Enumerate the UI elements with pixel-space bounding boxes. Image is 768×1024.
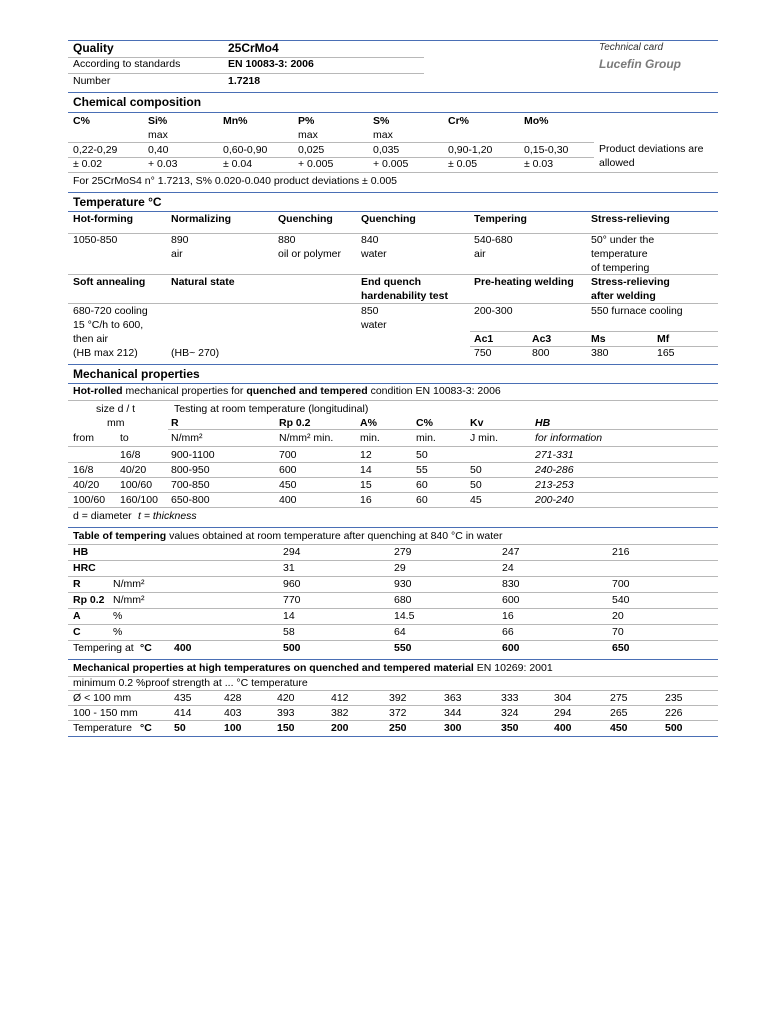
tempering-cell: 294 (283, 546, 301, 558)
mech-cell: 100/60 (120, 479, 153, 491)
diameter-note: d = diameter (73, 510, 132, 522)
high-temp-unit: °C (140, 722, 152, 734)
chem-header: Cr% (448, 115, 470, 127)
section-rule (68, 192, 718, 193)
tempering-cell: 31 (283, 562, 295, 574)
high-temp-cell: 304 (554, 692, 572, 704)
tempering-row-unit: N/mm² (113, 578, 145, 590)
temper-row-line (68, 608, 718, 609)
tempering-title-text: values obtained at room temperature after quenching at 840 °C in water (166, 530, 503, 542)
tempering-row-label: A (73, 610, 81, 622)
chem-value: 0,025 (298, 144, 325, 156)
high-temp-cell: 435 (174, 692, 192, 704)
temp-row-line (68, 274, 718, 275)
ms-header: Ms (591, 333, 606, 345)
stress-welding-header: after welding (591, 290, 656, 302)
mech-unit: J min. (470, 432, 499, 444)
temp-header: Tempering (474, 213, 527, 225)
mech-col-kv: Kv (470, 417, 484, 429)
chem-value: 0,035 (373, 144, 400, 156)
chem-value: 0,22-0,29 (73, 144, 118, 156)
quenching-medium: water (361, 248, 387, 260)
section-rule (68, 659, 718, 660)
high-temp-cell: 372 (389, 707, 407, 719)
temper-row-line (68, 624, 718, 625)
chem-deviation: + 0.005 (298, 158, 334, 170)
high-temp-cell: 420 (277, 692, 295, 704)
mech-cell: 16/8 (73, 464, 94, 476)
stress-welding-value: 550 furnace cooling (591, 305, 683, 317)
mech-cell: 16/8 (120, 449, 141, 461)
thickness-note: t = thickness (138, 510, 197, 522)
mech-cell: 60 (416, 479, 428, 491)
tempering-row-unit: N/mm² (113, 594, 145, 606)
stress-relieving-value: temperature (591, 248, 648, 260)
testing-label: Testing at room temperature (longitudinal) (174, 403, 369, 415)
mech-cell: 600 (279, 464, 297, 476)
high-temp-cell: 412 (331, 692, 349, 704)
mech-cell: 50 (470, 479, 482, 491)
mech-row-line (68, 446, 718, 447)
end-quench-medium: water (361, 319, 387, 331)
mech-cell: 45 (470, 494, 482, 506)
high-temp-cell: 428 (224, 692, 242, 704)
mech-cell: 650-800 (171, 494, 210, 506)
mech-cell: 50 (470, 464, 482, 476)
mech-cell: 50 (416, 449, 428, 461)
to-label: to (120, 432, 129, 444)
temper-row-line (68, 560, 718, 561)
mech-col-rp: Rp 0.2 (279, 417, 311, 429)
high-temp-cell: 294 (554, 707, 572, 719)
chem-deviation: ± 0.02 (73, 158, 103, 170)
tempering-at-label: Tempering at (73, 642, 134, 654)
high-temp-row-label: Ø < 100 mm (73, 692, 132, 704)
mech-row-line (68, 507, 718, 508)
pre-heating-header: Pre-heating welding (474, 276, 574, 288)
stress-relieving-value: of tempering (591, 262, 650, 274)
mech-row-line (68, 400, 718, 401)
tempering-value: 540-680 (474, 234, 513, 246)
high-temp-temperature: 400 (554, 722, 572, 734)
mech-col-r: R (171, 417, 179, 429)
tempering-cell: 700 (612, 578, 630, 590)
tempering-cell: 16 (502, 610, 514, 622)
natural-state-header: Natural state (171, 276, 235, 288)
number-value: 1.7218 (228, 75, 261, 87)
high-temp-title-text: EN 10269: 2001 (473, 662, 553, 674)
chem-value: 0,15-0,30 (524, 144, 569, 156)
end-quench-value: 850 (361, 305, 379, 317)
soft-annealing-value: 680-720 cooling (73, 305, 148, 317)
soft-annealing-value: (HB max 212) (73, 347, 138, 359)
mech-cell: 200-240 (535, 494, 574, 506)
section-rule (68, 364, 718, 365)
ac1-header: Ac1 (474, 333, 494, 345)
chem-sub: max (298, 129, 318, 141)
high-temp-temperature: 500 (665, 722, 683, 734)
high-temp-row-label: 100 - 150 mm (73, 707, 138, 719)
tempering-temp: 650 (612, 642, 630, 654)
tempering-unit: °C (140, 642, 152, 654)
mech-cell: 60 (416, 494, 428, 506)
tempering-row-label: C (73, 626, 81, 638)
temp-row-line (68, 303, 718, 304)
tempering-row-label: HRC (73, 562, 96, 574)
high-temp-cell: 363 (444, 692, 462, 704)
hot-forming-value: 1050-850 (73, 234, 118, 246)
high-temp-cell: 333 (501, 692, 519, 704)
mech-cell: 271-331 (535, 449, 574, 461)
mech-cell: 240-286 (535, 464, 574, 476)
mech-cell: 700 (279, 449, 297, 461)
tempering-cell: 770 (283, 594, 301, 606)
crit-row-line (470, 331, 718, 332)
high-temp-cell: 324 (501, 707, 519, 719)
chem-deviation: ± 0.05 (448, 158, 478, 170)
pre-heating-value: 200-300 (474, 305, 513, 317)
tempering-cell: 66 (502, 626, 514, 638)
temp-header: Normalizing (171, 213, 232, 225)
section-rule (68, 112, 718, 113)
chem-value: 0,60-0,90 (223, 144, 268, 156)
tempering-row-unit: % (113, 626, 123, 638)
tempering-row-label: R (73, 578, 81, 590)
chem-header: Mn% (223, 115, 248, 127)
product-deviation-note: Product deviations are (599, 143, 704, 155)
tempering-cell: 540 (612, 594, 630, 606)
tempering-cell: 14 (283, 610, 295, 622)
quality-value: 25CrMo4 (228, 41, 279, 55)
tempering-cell: 247 (502, 546, 520, 558)
mech-unit: N/mm² min. (279, 432, 334, 444)
chem-footnote: For 25CrMoS4 n° 1.7213, S% 0.020-0.040 product deviations ± 0.005 (73, 175, 397, 187)
high-temp-temperature: 150 (277, 722, 295, 734)
tempering-temp: 500 (283, 642, 301, 654)
mech-col-a: A% (360, 417, 377, 429)
mech-cell: 700-850 (171, 479, 210, 491)
mech-cell: 800-950 (171, 464, 210, 476)
high-row-line (68, 705, 718, 706)
mech-unit: N/mm² (171, 432, 203, 444)
mech-col-c: C% (416, 417, 433, 429)
tempering-cell: 58 (283, 626, 295, 638)
high-temp-title (73, 662, 553, 675)
high-temp-temperature: 300 (444, 722, 462, 734)
high-temp-cell: 265 (610, 707, 628, 719)
stress-welding-header: Stress-relieving (591, 276, 670, 288)
ac1-value: 750 (474, 347, 492, 359)
mech-cell: 400 (279, 494, 297, 506)
hot-rolled-text: Hot-rolled (73, 385, 123, 397)
quenching-value: 880 (278, 234, 296, 246)
company-name: Lucefin Group (599, 57, 681, 71)
mech-cell: 16 (360, 494, 372, 506)
mech-row-line (68, 492, 718, 493)
high-temp-temperature: 450 (610, 722, 628, 734)
mech-cell: 40/20 (120, 464, 147, 476)
header-row-line (68, 73, 424, 74)
tempering-cell: 930 (394, 578, 412, 590)
ac3-value: 800 (532, 347, 550, 359)
mech-cell: 450 (279, 479, 297, 491)
stress-relieving-value: 50° under the (591, 234, 655, 246)
chemical-composition-title: Chemical composition (73, 95, 202, 109)
tempering-row-unit: % (113, 610, 123, 622)
chem-value: 0,90-1,20 (448, 144, 493, 156)
quenched-tempered-text: quenched and tempered (246, 385, 368, 397)
mech-cell: 12 (360, 449, 372, 461)
mf-value: 165 (657, 347, 675, 359)
chem-deviation: ± 0.04 (223, 158, 253, 170)
temper-row-line (68, 640, 718, 641)
high-temp-temperature-label: Temperature (73, 722, 132, 734)
tempering-row-label: HB (73, 546, 89, 558)
mech-cell: 40/20 (73, 479, 100, 491)
mech-col-hb: HB (535, 417, 551, 429)
tempering-cell: 20 (612, 610, 624, 622)
mech-cell: 14 (360, 464, 372, 476)
high-row-line (68, 690, 718, 691)
tempering-cell: 29 (394, 562, 406, 574)
ms-value: 380 (591, 347, 609, 359)
mech-subtitle (73, 385, 501, 398)
from-label: from (73, 432, 94, 444)
tempering-temp: 600 (502, 642, 520, 654)
temp-header: Quenching (361, 213, 416, 225)
mech-unit: for information (535, 432, 603, 444)
high-temp-temperature: 250 (389, 722, 407, 734)
tempering-cell: 279 (394, 546, 412, 558)
mech-unit: min. (416, 432, 436, 444)
high-temp-title-bold: Mechanical properties at high temperatures on quenched and tempered material (73, 662, 474, 674)
mech-cell: 213-253 (535, 479, 574, 491)
bottom-rule (68, 736, 718, 737)
high-temp-subtitle: minimum 0.2 %proof strength at ... °C temperature (73, 677, 308, 689)
chem-value: 0,40 (148, 144, 169, 156)
high-temp-cell: 344 (444, 707, 462, 719)
mechanical-properties-title: Mechanical properties (73, 367, 200, 381)
high-temp-cell: 235 (665, 692, 683, 704)
natural-state-value: (HB~ 270) (171, 347, 220, 359)
high-temp-cell: 393 (277, 707, 295, 719)
tempering-cell: 64 (394, 626, 406, 638)
mech-row-line (68, 462, 718, 463)
ac3-header: Ac3 (532, 333, 552, 345)
high-row-line (68, 720, 718, 721)
tempering-cell: 830 (502, 578, 520, 590)
temp-header: Stress-relieving (591, 213, 670, 225)
number-label: Number (73, 75, 111, 87)
section-rule (68, 383, 718, 384)
tempering-title-bold: Table of tempering (73, 530, 167, 542)
technical-card-label: Technical card (599, 42, 664, 53)
high-temp-cell: 414 (174, 707, 192, 719)
high-temp-cell: 275 (610, 692, 628, 704)
mech-unit: min. (360, 432, 380, 444)
tempering-cell: 70 (612, 626, 624, 638)
temperature-title: Temperature °C (73, 195, 162, 209)
tempering-temp: 550 (394, 642, 412, 654)
tempering-temp: 400 (174, 642, 192, 654)
end-quench-header: hardenability test (361, 290, 448, 302)
high-temp-temperature: 350 (501, 722, 519, 734)
chem-sub: max (373, 129, 393, 141)
chem-deviation: + 0.005 (373, 158, 409, 170)
quenching-medium: oil or polymer (278, 248, 342, 260)
mech-subtitle-text: mechanical properties for (122, 385, 247, 397)
mech-cell: 15 (360, 479, 372, 491)
chem-header: S% (373, 115, 390, 127)
temper-row-line (68, 544, 718, 545)
quality-label: Quality (73, 41, 114, 55)
tempering-cell: 600 (502, 594, 520, 606)
chem-row-line (68, 142, 594, 143)
soft-annealing-value: then air (73, 333, 109, 345)
mech-cell: 100/60 (73, 494, 106, 506)
chem-deviation: ± 0.03 (524, 158, 554, 170)
mech-row-line (68, 477, 718, 478)
chem-header: C% (73, 115, 90, 127)
temp-header: Hot-forming (73, 213, 134, 225)
normalizing-value: 890 (171, 234, 189, 246)
mf-header: Mf (657, 333, 670, 345)
tempering-medium: air (474, 248, 486, 260)
temper-row-line (68, 576, 718, 577)
mech-cell: 900-1100 (171, 449, 215, 461)
tempering-row-label: Rp 0.2 (73, 594, 105, 606)
soft-annealing-header: Soft annealing (73, 276, 146, 288)
mech-cell: 160/100 (120, 494, 158, 506)
high-temp-cell: 382 (331, 707, 349, 719)
tempering-cell: 216 (612, 546, 630, 558)
tempering-cell: 14.5 (394, 610, 415, 622)
high-temp-cell: 392 (389, 692, 407, 704)
soft-annealing-value: 15 °C/h to 600, (73, 319, 144, 331)
section-rule (68, 211, 718, 212)
end-quench-header: End quench (361, 276, 422, 288)
tempering-cell: 960 (283, 578, 301, 590)
chem-sub: max (148, 129, 168, 141)
high-temp-temperature: 50 (174, 722, 186, 734)
tempering-cell: 24 (502, 562, 514, 574)
size-label: size d / t (96, 403, 136, 415)
product-deviation-note: allowed (599, 157, 635, 169)
section-rule (68, 92, 718, 93)
normalizing-medium: air (171, 248, 183, 260)
standards-value: EN 10083-3: 2006 (228, 58, 314, 70)
high-temp-temperature: 100 (224, 722, 242, 734)
chem-header: Si% (148, 115, 168, 127)
mm-label: mm (107, 417, 125, 429)
temper-row-line (68, 592, 718, 593)
high-temp-cell: 226 (665, 707, 683, 719)
high-temp-cell: 403 (224, 707, 242, 719)
standards-label: According to standards (73, 58, 181, 70)
tempering-cell: 680 (394, 594, 412, 606)
temp-header: Quenching (278, 213, 333, 225)
chem-row-line (68, 172, 718, 173)
mech-cell: 55 (416, 464, 428, 476)
chem-header: P% (298, 115, 315, 127)
mech-subtitle-text: condition EN 10083-3: 2006 (367, 385, 501, 397)
mech-row-line (168, 429, 718, 430)
tempering-table-title (73, 530, 502, 543)
chem-header: Mo% (524, 115, 549, 127)
section-rule (68, 527, 718, 528)
chem-deviation: + 0.03 (148, 158, 178, 170)
quenching-value: 840 (361, 234, 379, 246)
high-temp-temperature: 200 (331, 722, 349, 734)
